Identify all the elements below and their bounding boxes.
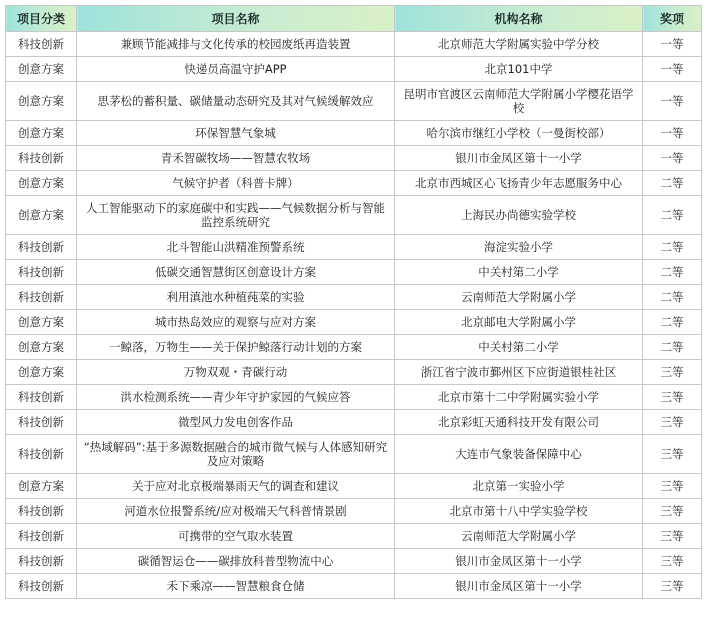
cell-award: 三等 — [643, 549, 702, 574]
table-row — [6, 385, 702, 410]
cell-category: 科技创新 — [6, 410, 77, 435]
cell-category: 创意方案 — [6, 335, 77, 360]
cell-award: 二等 — [643, 171, 702, 196]
cell-category: 创意方案 — [6, 360, 77, 385]
table-row — [6, 285, 702, 310]
table-row — [6, 32, 702, 57]
cell-category: 创意方案 — [6, 196, 77, 235]
cell-project: 青禾智碳牧场——智慧农牧场 — [77, 146, 395, 171]
cell-award: 一等 — [643, 32, 702, 57]
cell-project: 快递员高温守护APP — [77, 57, 395, 82]
cell-project: 北斗智能山洪精准预警系统 — [77, 235, 395, 260]
table-row — [6, 57, 702, 82]
cell-org: 海淀实验小学 — [395, 235, 643, 260]
table-row — [6, 196, 702, 235]
cell-category: 科技创新 — [6, 549, 77, 574]
cell-award: 二等 — [643, 285, 702, 310]
cell-category: 科技创新 — [6, 146, 77, 171]
cell-award: 二等 — [643, 310, 702, 335]
cell-category: 创意方案 — [6, 474, 77, 499]
table-row — [6, 335, 702, 360]
cell-project: 河道水位报警系统/应对极端天气科普情景剧 — [77, 499, 395, 524]
cell-category: 科技创新 — [6, 499, 77, 524]
cell-project: 碳循智运仓——碳排放科普型物流中心 — [77, 549, 395, 574]
cell-award: 三等 — [643, 435, 702, 474]
cell-org: 大连市气象装备保障中心 — [395, 435, 643, 474]
table-row — [6, 574, 702, 599]
cell-project: 利用滇池水种植莼菜的实验 — [77, 285, 395, 310]
table-row — [6, 499, 702, 524]
cell-project: 人工智能驱动下的家庭碳中和实践——气候数据分析与智能监控系统研究 — [77, 196, 395, 235]
table-row — [6, 146, 702, 171]
table-row — [6, 82, 702, 121]
cell-org: 上海民办尚德实验学校 — [395, 196, 643, 235]
table-row — [6, 171, 702, 196]
awards-table-container — [5, 5, 701, 599]
table-row — [6, 121, 702, 146]
header-award: 奖项 — [643, 6, 702, 32]
header-project: 项目名称 — [77, 6, 395, 32]
cell-project: 微型风力发电创客作品 — [77, 410, 395, 435]
awards-table — [5, 5, 702, 599]
cell-project: 可携带的空气取水装置 — [77, 524, 395, 549]
cell-project: 关于应对北京极端暴雨天气的调查和建议 — [77, 474, 395, 499]
cell-org: 中关村第二小学 — [395, 260, 643, 285]
table-row — [6, 524, 702, 549]
cell-org: 银川市金凤区第十一小学 — [395, 574, 643, 599]
cell-category: 创意方案 — [6, 171, 77, 196]
cell-award: 一等 — [643, 82, 702, 121]
cell-category: 科技创新 — [6, 32, 77, 57]
cell-award: 一等 — [643, 146, 702, 171]
cell-award: 三等 — [643, 524, 702, 549]
table-row — [6, 435, 702, 474]
cell-project: 洪水检测系统——青少年守护家园的气候应答 — [77, 385, 395, 410]
table-row — [6, 549, 702, 574]
cell-award: 二等 — [643, 335, 702, 360]
cell-award: 三等 — [643, 574, 702, 599]
cell-org: 北京第一实验小学 — [395, 474, 643, 499]
cell-project: 万物双观・青碳行动 — [77, 360, 395, 385]
table-row — [6, 360, 702, 385]
cell-award: 二等 — [643, 235, 702, 260]
cell-org: 北京师范大学附属实验中学分校 — [395, 32, 643, 57]
header-org: 机构名称 — [395, 6, 643, 32]
cell-category: 创意方案 — [6, 82, 77, 121]
cell-org: 北京彩虹天通科技开发有限公司 — [395, 410, 643, 435]
cell-org: 银川市金凤区第十一小学 — [395, 146, 643, 171]
cell-org: 云南师范大学附属小学 — [395, 524, 643, 549]
cell-category: 创意方案 — [6, 57, 77, 82]
cell-org: 北京邮电大学附属小学 — [395, 310, 643, 335]
cell-org: 云南师范大学附属小学 — [395, 285, 643, 310]
header-row — [6, 6, 702, 32]
cell-award: 二等 — [643, 196, 702, 235]
cell-award: 三等 — [643, 474, 702, 499]
cell-category: 科技创新 — [6, 435, 77, 474]
cell-award: 三等 — [643, 499, 702, 524]
cell-award: 一等 — [643, 57, 702, 82]
header-category: 项目分类 — [6, 6, 77, 32]
cell-project: 思茅松的蓄积量、碳储量动态研究及其对气候缓解效应 — [77, 82, 395, 121]
cell-org: 北京101中学 — [395, 57, 643, 82]
table-row — [6, 474, 702, 499]
cell-award: 三等 — [643, 360, 702, 385]
cell-org: 银川市金凤区第十一小学 — [395, 549, 643, 574]
cell-category: 科技创新 — [6, 260, 77, 285]
cell-category: 创意方案 — [6, 121, 77, 146]
cell-project: 低碳交通智慧街区创意设计方案 — [77, 260, 395, 285]
cell-project: “热域解码”:基于多源数据融合的城市微气候与人体感知研究及应对策略 — [77, 435, 395, 474]
cell-award: 二等 — [643, 260, 702, 285]
cell-org: 北京市第十八中学实验学校 — [395, 499, 643, 524]
cell-award: 三等 — [643, 410, 702, 435]
cell-award: 一等 — [643, 121, 702, 146]
table-row — [6, 235, 702, 260]
cell-org: 北京市第十二中学附属实验小学 — [395, 385, 643, 410]
cell-category: 创意方案 — [6, 310, 77, 335]
cell-org: 北京市西城区心飞扬青少年志愿服务中心 — [395, 171, 643, 196]
cell-project: 城市热岛效应的观察与应对方案 — [77, 310, 395, 335]
cell-project: 气候守护者（科普卡牌） — [77, 171, 395, 196]
table-row — [6, 410, 702, 435]
cell-project: 兼顾节能减排与文化传承的校园废纸再造装置 — [77, 32, 395, 57]
cell-org: 哈尔滨市继红小学校（一曼街校部） — [395, 121, 643, 146]
cell-category: 科技创新 — [6, 574, 77, 599]
cell-award: 三等 — [643, 385, 702, 410]
table-row — [6, 260, 702, 285]
cell-project: 一鲸落，万物生——关于保护鲸落行动计划的方案 — [77, 335, 395, 360]
cell-org: 中关村第二小学 — [395, 335, 643, 360]
cell-project: 环保智慧气象城 — [77, 121, 395, 146]
cell-category: 科技创新 — [6, 235, 77, 260]
cell-org: 昆明市官渡区云南师范大学附属小学樱花语学校 — [395, 82, 643, 121]
cell-category: 科技创新 — [6, 285, 77, 310]
table-row — [6, 310, 702, 335]
cell-project: 禾下乘凉——智慧粮食仓储 — [77, 574, 395, 599]
cell-category: 科技创新 — [6, 524, 77, 549]
cell-category: 科技创新 — [6, 385, 77, 410]
cell-org: 浙江省宁波市鄞州区下应街道银桂社区 — [395, 360, 643, 385]
